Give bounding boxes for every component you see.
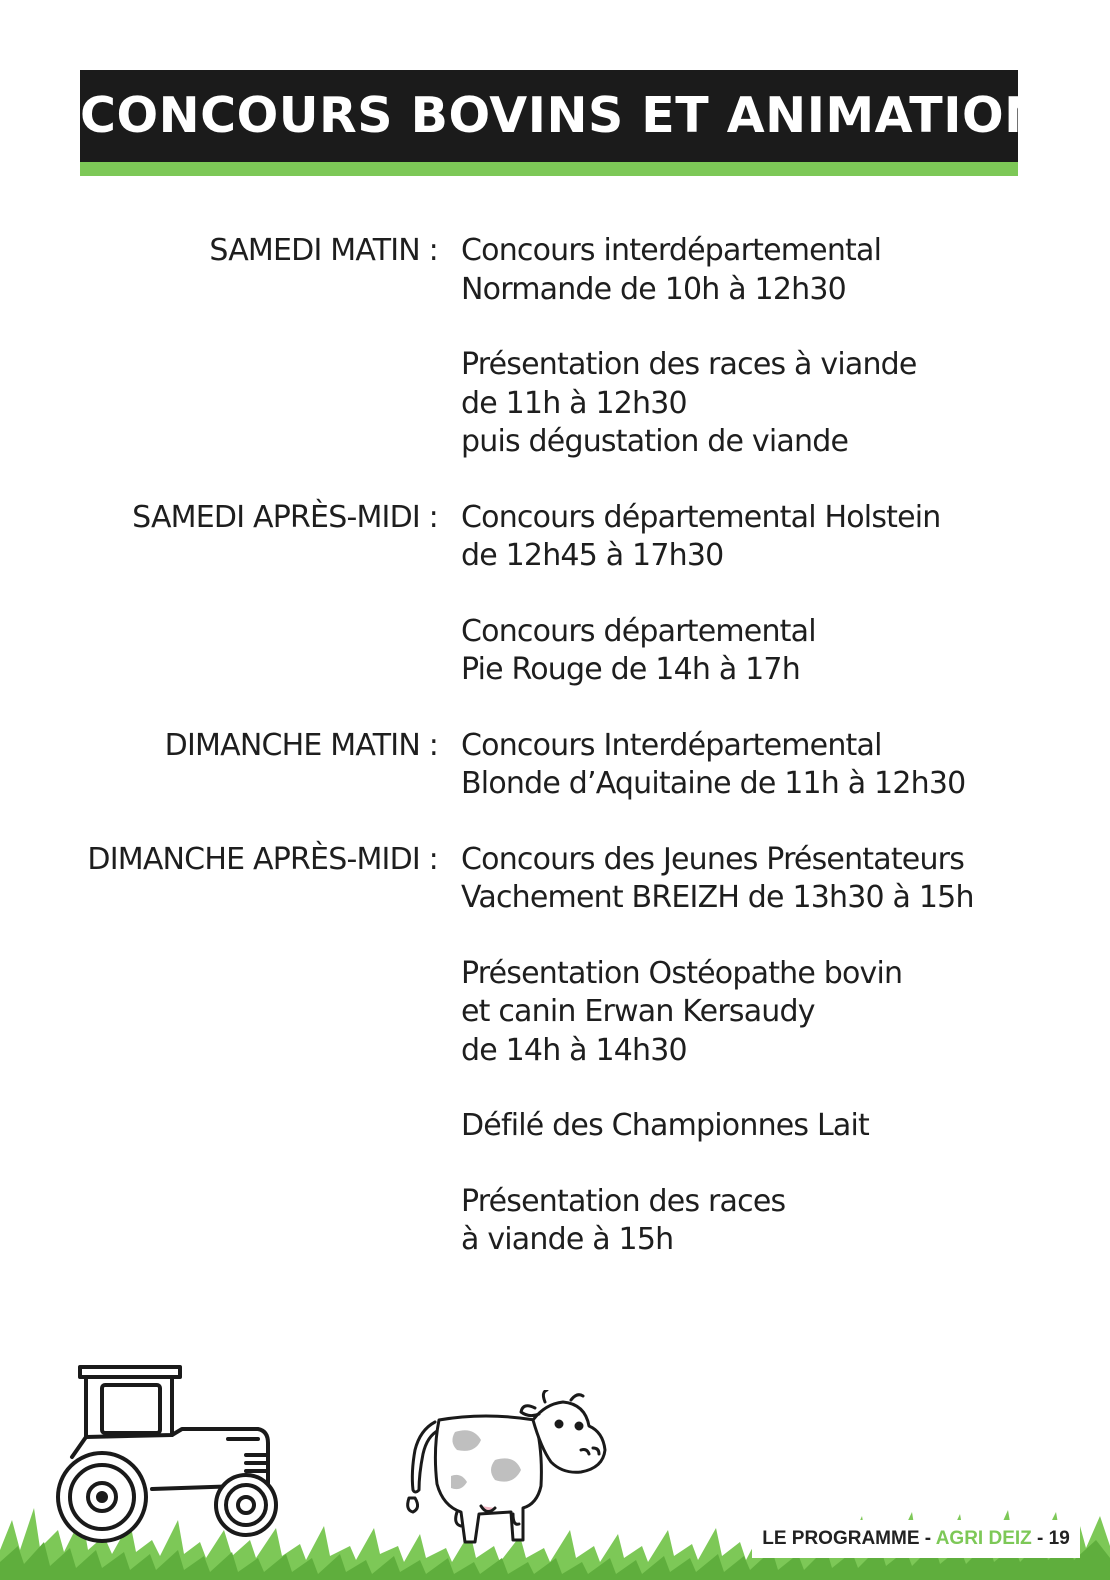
event-line: Concours départemental xyxy=(461,613,816,649)
event-line: de 14h à 14h30 xyxy=(461,1032,687,1068)
footer-publication: AGRI DEIZ xyxy=(935,1528,1032,1549)
event-line: à viande à 15h xyxy=(461,1222,674,1257)
page-number: 19 xyxy=(1048,1528,1070,1549)
schedule-slot xyxy=(0,499,1110,690)
event-list xyxy=(461,232,1081,462)
event-line: Normande de 10h à 12h30 xyxy=(461,271,846,307)
event-item xyxy=(461,841,1081,918)
event-item xyxy=(461,232,1081,309)
event-line: Présentation des races xyxy=(461,1183,786,1219)
footer-separator: - xyxy=(919,1528,936,1549)
tractor-icon xyxy=(52,1365,288,1545)
event-line: puis dégustation de viande xyxy=(461,424,849,459)
slot-label: DIMANCHE APRÈS-MIDI : xyxy=(87,841,438,877)
slot-label: SAMEDI APRÈS-MIDI : xyxy=(132,499,438,535)
event-line: Concours des Jeunes Présentateurs xyxy=(461,841,965,877)
event-item xyxy=(461,613,1081,690)
event-line: Concours Interdépartemental xyxy=(461,727,882,763)
event-line: Présentation des races à viande xyxy=(461,347,917,382)
footer-section: LE PROGRAMME xyxy=(762,1528,920,1549)
event-list xyxy=(461,841,1081,1260)
event-line: Défilé des Championnes Lait xyxy=(461,1108,869,1143)
event-list xyxy=(461,499,1081,690)
event-line: de 12h45 à 17h30 xyxy=(461,538,724,573)
event-line: Concours interdépartemental xyxy=(461,233,882,268)
slot-label: DIMANCHE MATIN : xyxy=(164,727,438,763)
event-item xyxy=(461,1183,1081,1260)
schedule-slot xyxy=(0,232,1110,462)
event-line: Pie Rouge de 14h à 17h xyxy=(461,652,800,687)
event-line: de 11h à 12h30 xyxy=(461,385,687,421)
event-list xyxy=(461,727,1081,804)
schedule xyxy=(0,232,1110,1297)
event-item xyxy=(461,955,1081,1071)
title-banner xyxy=(80,70,1082,176)
event-item xyxy=(461,727,1081,804)
cow-icon xyxy=(395,1390,617,1555)
event-line: Vachement BREIZH de 13h30 à 15h xyxy=(461,880,974,915)
slot-label: SAMEDI MATIN : xyxy=(209,233,438,268)
footer-separator: - xyxy=(1031,1528,1049,1549)
schedule-slot xyxy=(0,841,1110,1260)
event-item xyxy=(461,346,1081,462)
event-line: Concours départemental Holstein xyxy=(461,499,941,535)
page-title: CONCOURS BOVINS ET ANIMATIONS xyxy=(80,87,1082,144)
event-line: Blonde d’Aquitaine de 11h à 12h30 xyxy=(461,766,966,801)
schedule-slot xyxy=(0,727,1110,804)
event-line: et canin Erwan Kersaudy xyxy=(461,994,815,1029)
event-item xyxy=(461,499,1081,576)
event-line: Présentation Ostéopathe bovin xyxy=(461,955,903,991)
event-item xyxy=(461,1107,1081,1146)
footer-page-label xyxy=(752,1520,1080,1558)
